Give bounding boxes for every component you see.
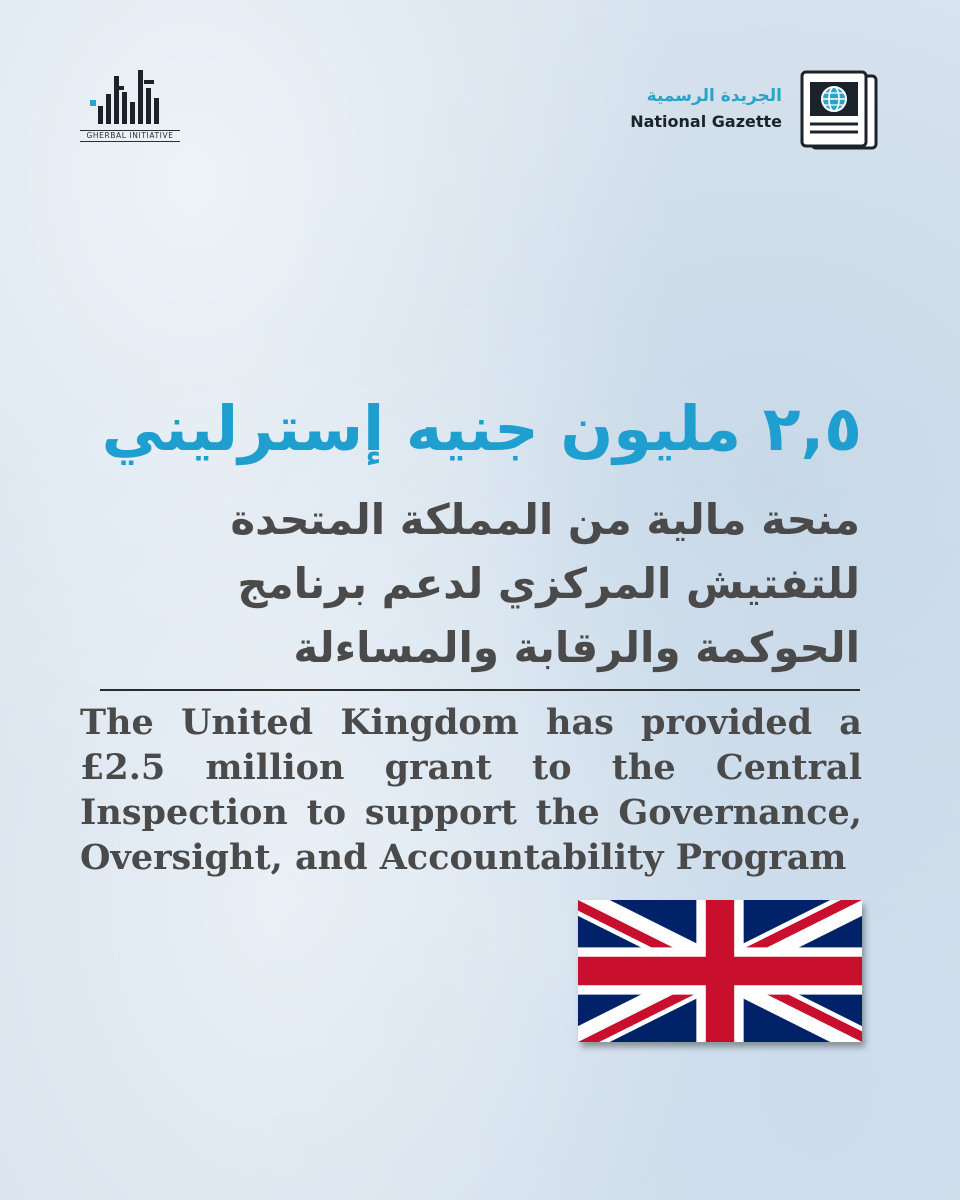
logo-caption: GHERBAL INITIATIVE bbox=[80, 130, 180, 142]
national-gazette-brand bbox=[630, 68, 882, 156]
newspaper-globe-icon bbox=[796, 68, 882, 154]
gazette-english-name: National Gazette bbox=[630, 112, 782, 131]
gazette-arabic-name: الجريدة الرسمية bbox=[646, 86, 782, 106]
subheadline-arabic: منحة مالية من المملكة المتحدة للتفتيش المركزي لدعم برنامج الحوكمة والرقابة والمساءلة bbox=[230, 495, 860, 672]
gherbal-initiative-logo bbox=[80, 66, 180, 144]
headline-amount-arabic: ٢,٥ مليون جنيه إسترليني bbox=[101, 392, 862, 465]
english-description: The United Kingdom has provided a £2.5 million grant to the Central Inspection to support the Governance, Oversight, and Accountability Program bbox=[80, 702, 862, 878]
uk-flag bbox=[578, 900, 862, 1042]
union-jack-icon bbox=[578, 900, 862, 1042]
divider-line bbox=[100, 689, 860, 691]
gherbal-logo-mark-icon bbox=[84, 66, 178, 126]
